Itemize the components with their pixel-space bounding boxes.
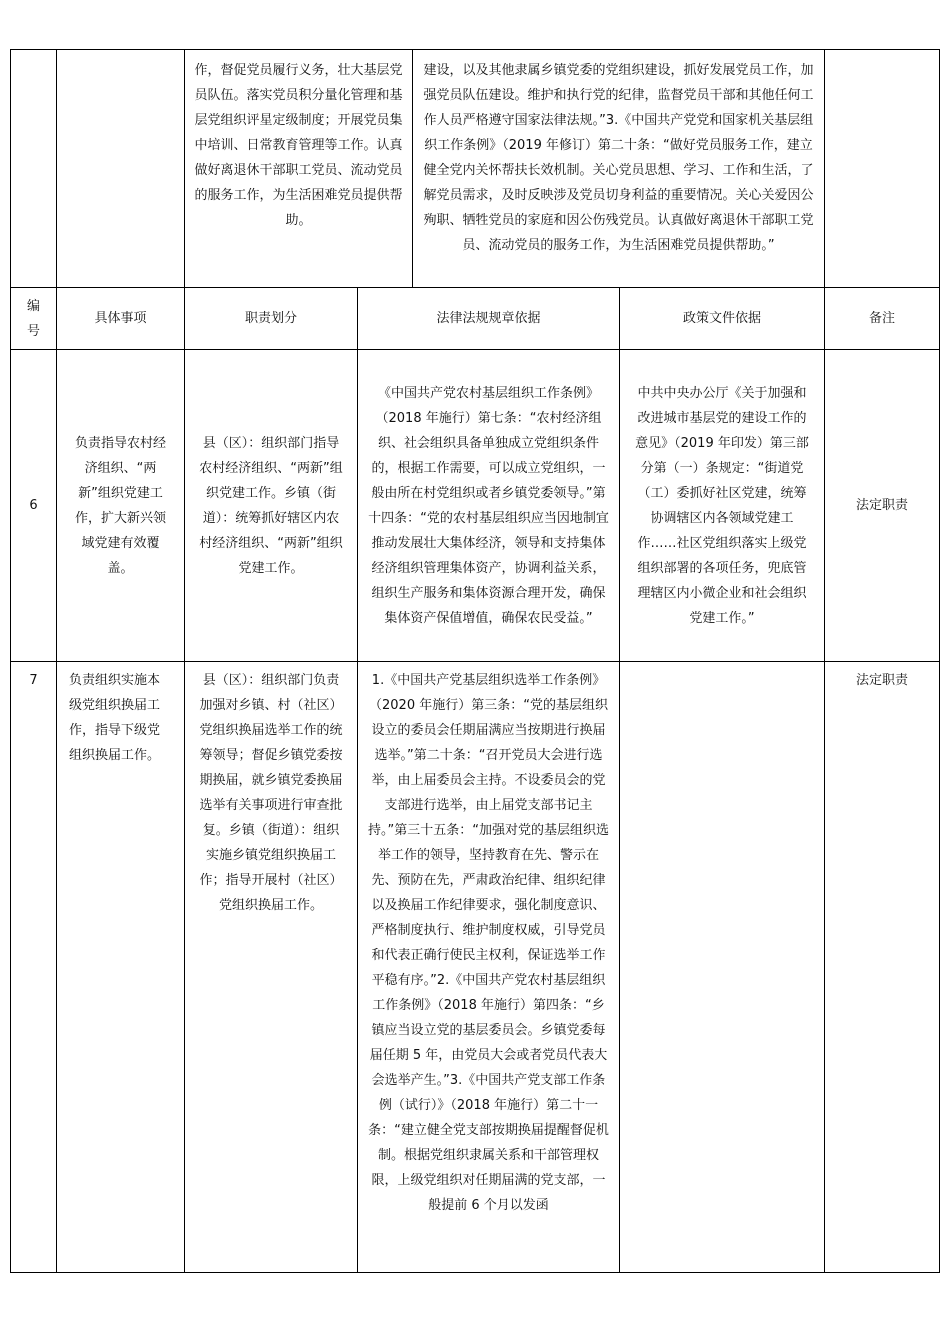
continuation-basis-text: 建设，以及其他隶属乡镇党委的党组织建设，抓好发展党员工作，加强党员队伍建设。维护和执行党的纪律，监督党员干部和其他任何工作人员严格遵守国家法律法规。”3.《中国共产党党和国家机关基层组织工作条例》（2019 年修订）第二十条：“做好党员服务工作，建立健全党内关怀帮扶长效机制。关心党员思想、学习、工作和生活，了解党员需求，及时反映涉及党员切身利益的重要情况。关心关爱因公殉职、牺牲党员的家庭和因公伤残党员。认真做好离退休干部职工党员、流动党员的服务工作，为生活困难党员提供帮助。” [423,63,814,253]
header-policy: 政策文件依据 [682,311,761,326]
header-item: 具体事项 [94,311,147,326]
row7-duty: 县（区）：组织部门负责加强对乡镇、村（社区）党组织换届选举工作的统筹领导；督促乡镇党委按期换届，就乡镇党委换届选举有关事项进行审查批复。乡镇（街道）：组织实施乡镇党组织换届工作；指导开展村（社区）党组织换届工作。 [199,673,343,913]
row7-item: 负责组织实施本级党组织换届工作，指导下级党组织换届工作。 [69,673,161,763]
row-divider [10,661,940,662]
row6-law: 《中国共产党农村基层组织工作条例》（2018 年施行）第七条：“农村经济组织、社会组织具备单独成立党组织条件的，根据工作需要，可以成立党组织，一般由所在村党组织或者乡镇党委领导。”第十四条：“党的农村基层组织应当因地制宜推动发展壮大集体经济，领导和支持集体经济组织管理集体资产，协调利益关系，组织生产服务和集体资源合理开发，确保集体资产保值增值，确保农民受益。” [368,385,609,626]
row6-note: 法定职责 [855,498,908,513]
continuation-basis-cell [413,58,824,286]
table-border-bottom [10,1272,940,1273]
header-num: 编号 [26,298,40,339]
row6-num: 6 [29,498,38,513]
header-law: 法律法规规章依据 [436,311,541,326]
row7-note: 法定职责 [855,673,908,688]
header-note: 备注 [868,311,895,326]
row6-item: 负责指导农村经济组织、“两新”组织党建工作，扩大新兴领域党建有效覆盖。 [74,435,166,576]
table-border-top [10,49,940,50]
row7-law: 1.《中国共产党基层组织选举工作条例》（2020 年施行）第三条：“党的基层组织设立的委员会任期届满应当按期进行换届选举。”第二十条：“召开党员大会进行选举，由上届委员会主持。不设委员会的党支部进行选举，由上届党支部书记主持。”第三十五条：“加强对党的基层组织选举工作的领导，坚持教育在先、警示在先、预防在先，严肃政治纪律、组织纪律以及换届工作纪律要求，强化制度意识、严格制度执行、维护制度权威，引导党员和代表正确行使民主权利，保证选举工作平稳有序。”2.《中国共产党农村基层组织工作条例》（2018 年施行）第四条：“乡镇应当设立党的基层委员会。乡镇党委每届任期 5 年，由党员大会或者党员代表大会选举产生。”3.《中国共产党支部工作条例（试行）》（2018 年施行）第二十一条：“建立健全党支部按期换届提醒督促机制。根据党组织隶属关系和干部管理权限，上级党组织对任期届满的党支部，一般提前 6 个月以发函 [368,673,609,1213]
continuation-duty-cell [185,58,412,286]
continuation-duty-text: 作，督促党员履行义务，壮大基层党员队伍。落实党员积分量化管理和基层党组织评星定级制度；开展党员集中培训、日常教育管理等工作。认真做好离退休干部职工党员、流动党员的服务工作，为生活困难党员提供帮助。 [194,63,403,228]
column-divider [824,49,825,287]
table-border-right [939,49,940,1273]
header-duty: 职责划分 [244,311,297,326]
row7-num: 7 [29,673,38,688]
row7-policy [620,668,824,1268]
row6-policy: 中共中央办公厅《关于加强和改进城市基层党的建设工作的意见》（2019 年印发）第三部分第（一）条规定：“街道党（工）委抓好社区党建，统筹协调辖区内各领域党建工作……社区党组织落实上级党组织部署的各项任务，兜底管理辖区内小微企业和社会组织党建工作。” [635,385,809,626]
row6-duty: 县（区）：组织部门指导农村经济组织、“两新”组织党建工作。乡镇（街道）：统筹抓好辖区内农村经济组织、“两新”组织党建工作。 [199,435,343,576]
